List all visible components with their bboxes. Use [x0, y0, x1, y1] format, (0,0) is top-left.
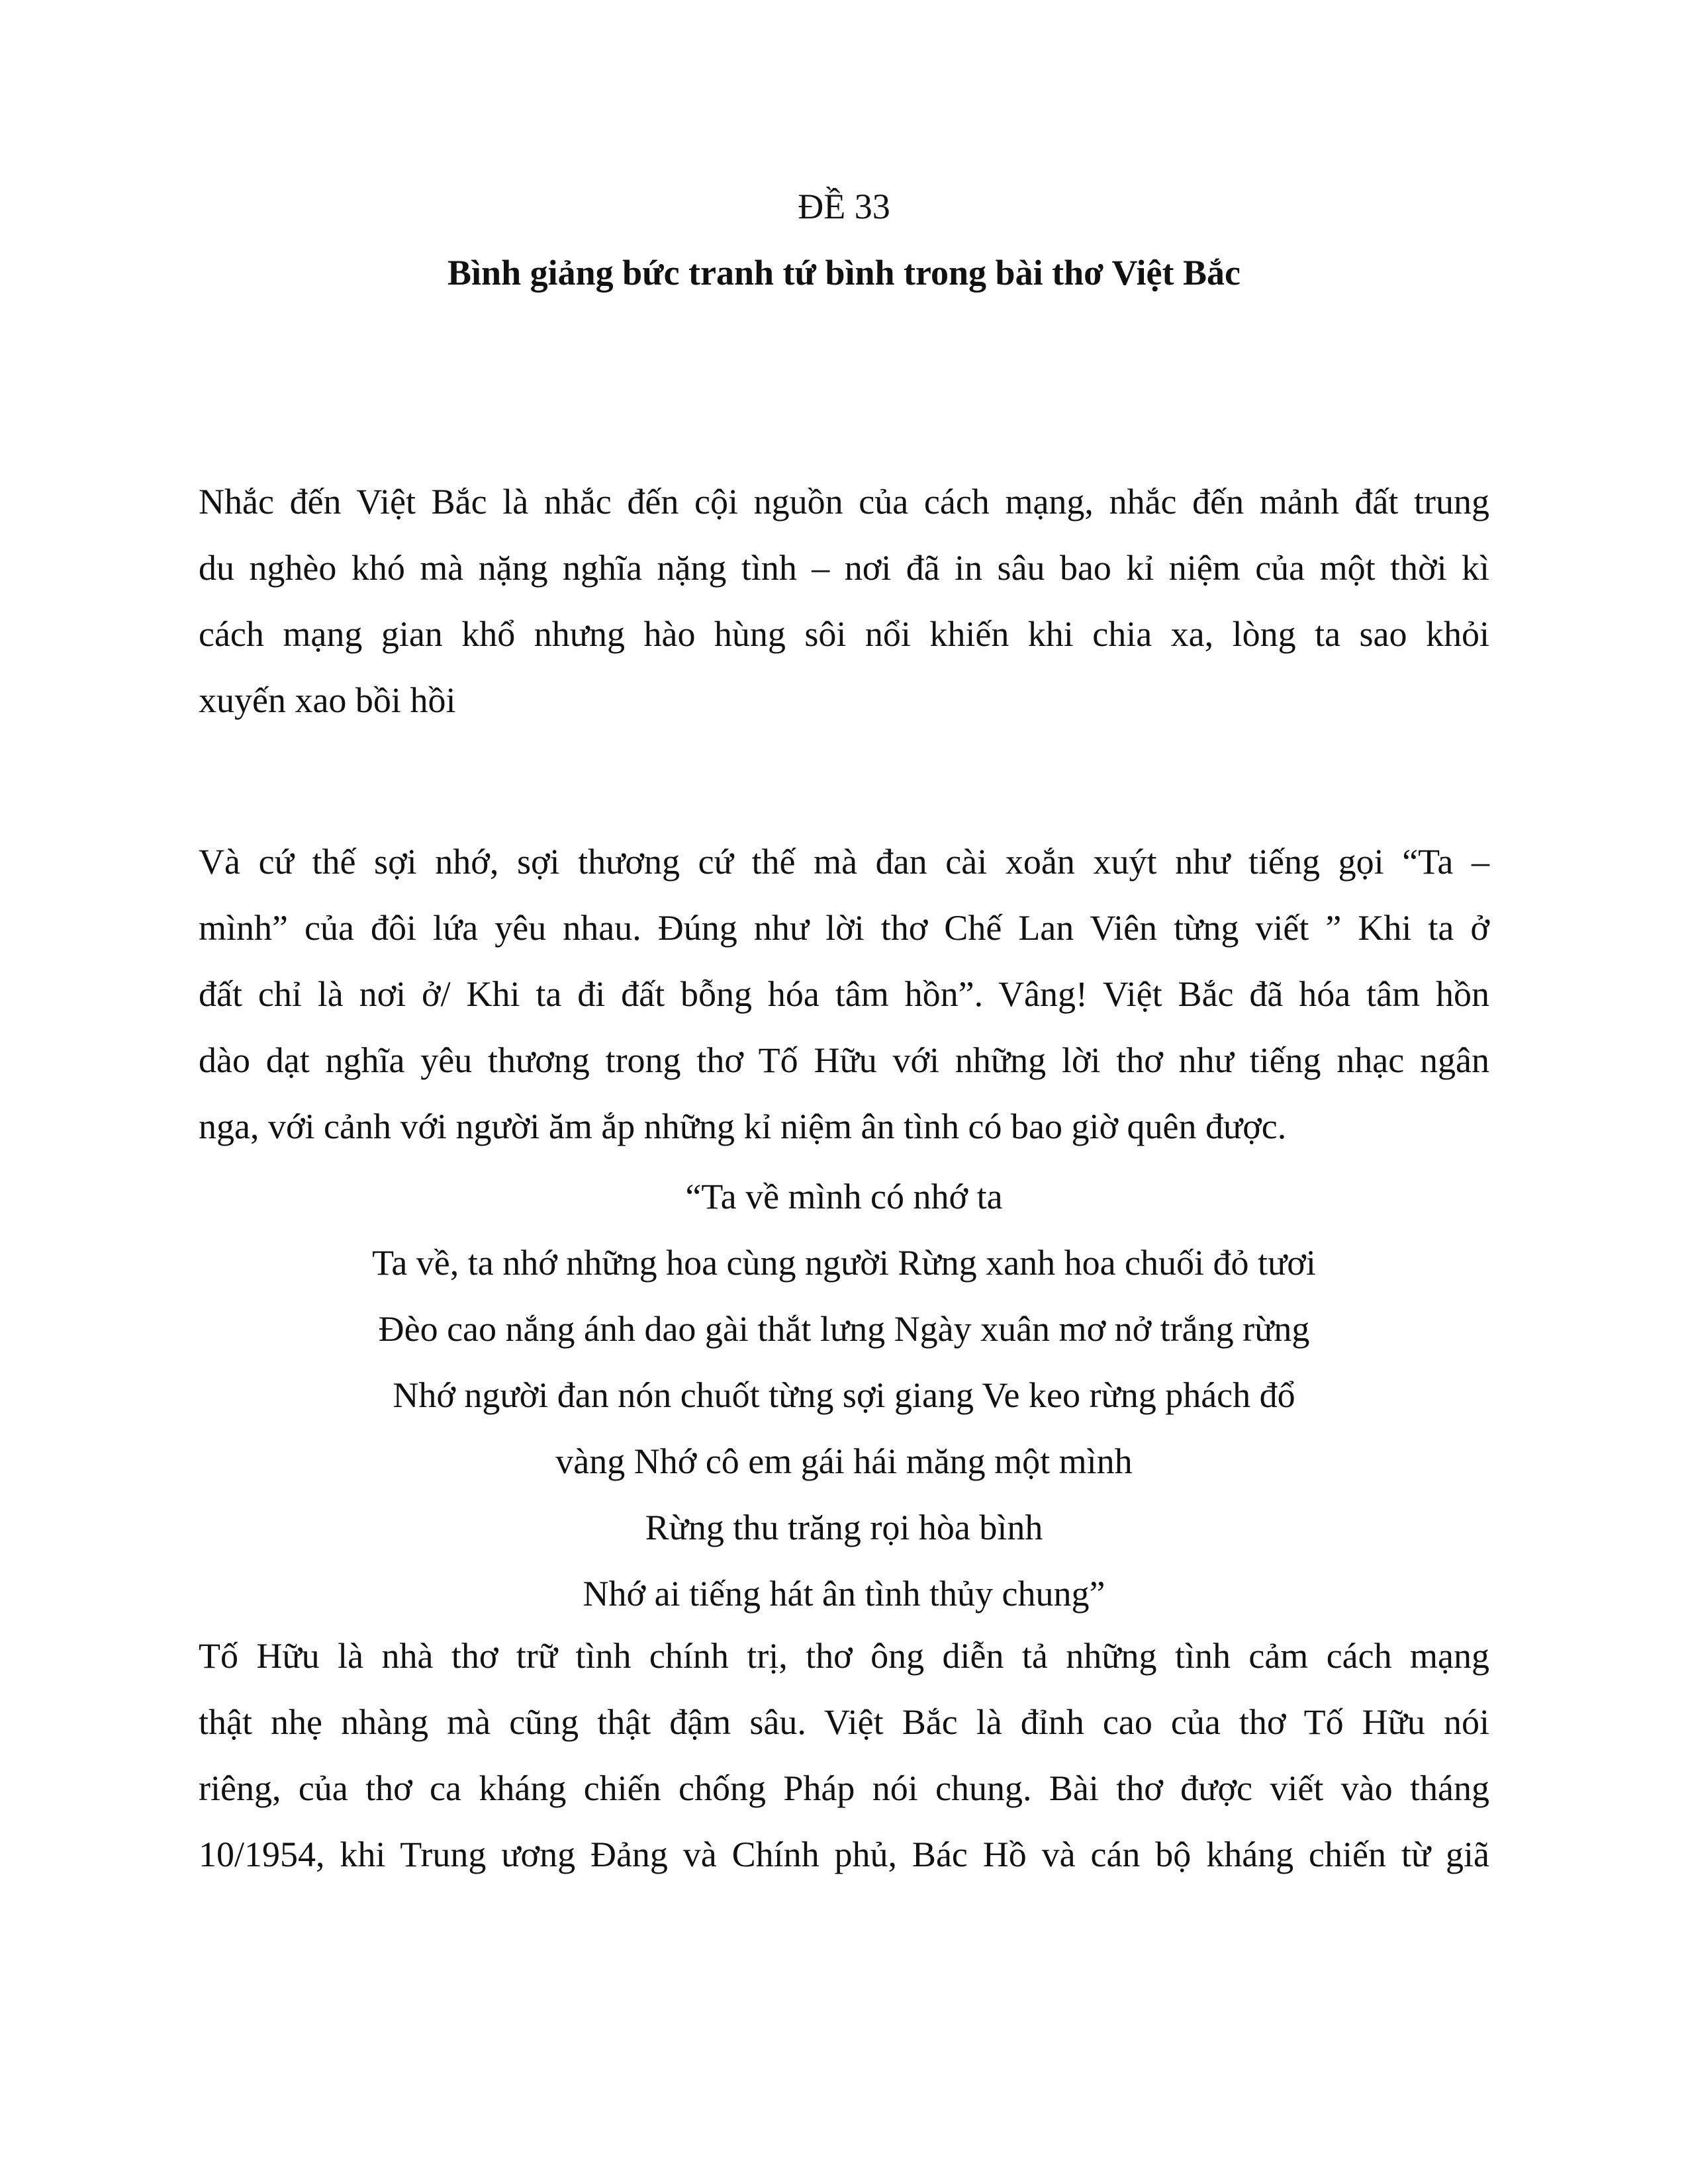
paragraph-line: nga, với cảnh với người ăm ắp những kỉ niệm ân tình có bao giờ quên được. — [199, 1107, 1287, 1146]
poem-line: Đèo cao nắng ánh dao gài thắt lưng Ngày xuân mơ nở trắng rừng — [378, 1309, 1310, 1349]
poem-quote — [199, 1163, 1489, 1627]
poem-line: Ta về, ta nhớ những hoa cùng người Rừng xanh hoa chuối đỏ tươi — [372, 1243, 1316, 1283]
paragraph-line: du nghèo khó mà nặng nghĩa nặng tình – nơi đã in sâu bao kỉ niệm của một thời kì — [199, 548, 1489, 588]
paragraph-line: 10/1954, khi Trung ương Đảng và Chính phủ, Bác Hồ và cán bộ kháng chiến từ giã — [199, 1835, 1489, 1874]
paragraph-line: mình” của đôi lứa yêu nhau. Đúng như lời thơ Chế Lan Viên từng viết ” Khi ta ở — [199, 908, 1489, 948]
paragraph-third — [199, 1623, 1489, 1888]
paragraph-line: dào dạt nghĩa yêu thương trong thơ Tố Hữu với những lời thơ như tiếng nhạc ngân — [199, 1040, 1489, 1080]
document-title: Bình giảng bức tranh tứ bình trong bài thơ Việt Bắc — [447, 253, 1241, 293]
paragraph-line: Tố Hữu là nhà thơ trữ tình chính trị, thơ ông diễn tả những tình cảm cách mạng — [199, 1636, 1489, 1676]
poem-line: Nhớ người đan nón chuốt từng sợi giang Ve keo rừng phách đổ — [393, 1375, 1295, 1415]
paragraph-line: thật nhẹ nhàng mà cũng thật đậm sâu. Việt Bắc là đỉnh cao của thơ Tố Hữu nói — [199, 1702, 1489, 1742]
paragraph-line: đất chỉ là nơi ở/ Khi ta đi đất bỗng hóa tâm hồn”. Vâng! Việt Bắc đã hóa tâm hồn — [199, 974, 1489, 1014]
paragraph-line: cách mạng gian khổ nhưng hào hùng sôi nổi khiến khi chia xa, lòng ta sao khỏi — [199, 614, 1489, 654]
poem-line: Rừng thu trăng rọi hòa bình — [645, 1508, 1043, 1547]
paragraph-second — [199, 829, 1489, 1160]
poem-line: Nhớ ai tiếng hát ân tình thủy chung” — [583, 1574, 1105, 1614]
paragraph-line: Và cứ thế sợi nhớ, sợi thương cứ thế mà đan cài xoắn xuýt như tiếng gọi “Ta – — [199, 842, 1489, 882]
exam-code: ĐỀ 33 — [798, 187, 890, 226]
paragraph-line: Nhắc đến Việt Bắc là nhắc đến cội nguồn của cách mạng, nhắc đến mảnh đất trung — [199, 482, 1489, 522]
paragraph-intro — [199, 469, 1489, 733]
paragraph-line: riêng, của thơ ca kháng chiến chống Pháp nói chung. Bài thơ được viết vào tháng — [199, 1768, 1489, 1808]
poem-line: “Ta về mình có nhớ ta — [685, 1177, 1003, 1216]
poem-line: vàng Nhớ cô em gái hái măng một mình — [555, 1441, 1133, 1481]
paragraph-line: xuyến xao bồi hồi — [199, 680, 456, 720]
